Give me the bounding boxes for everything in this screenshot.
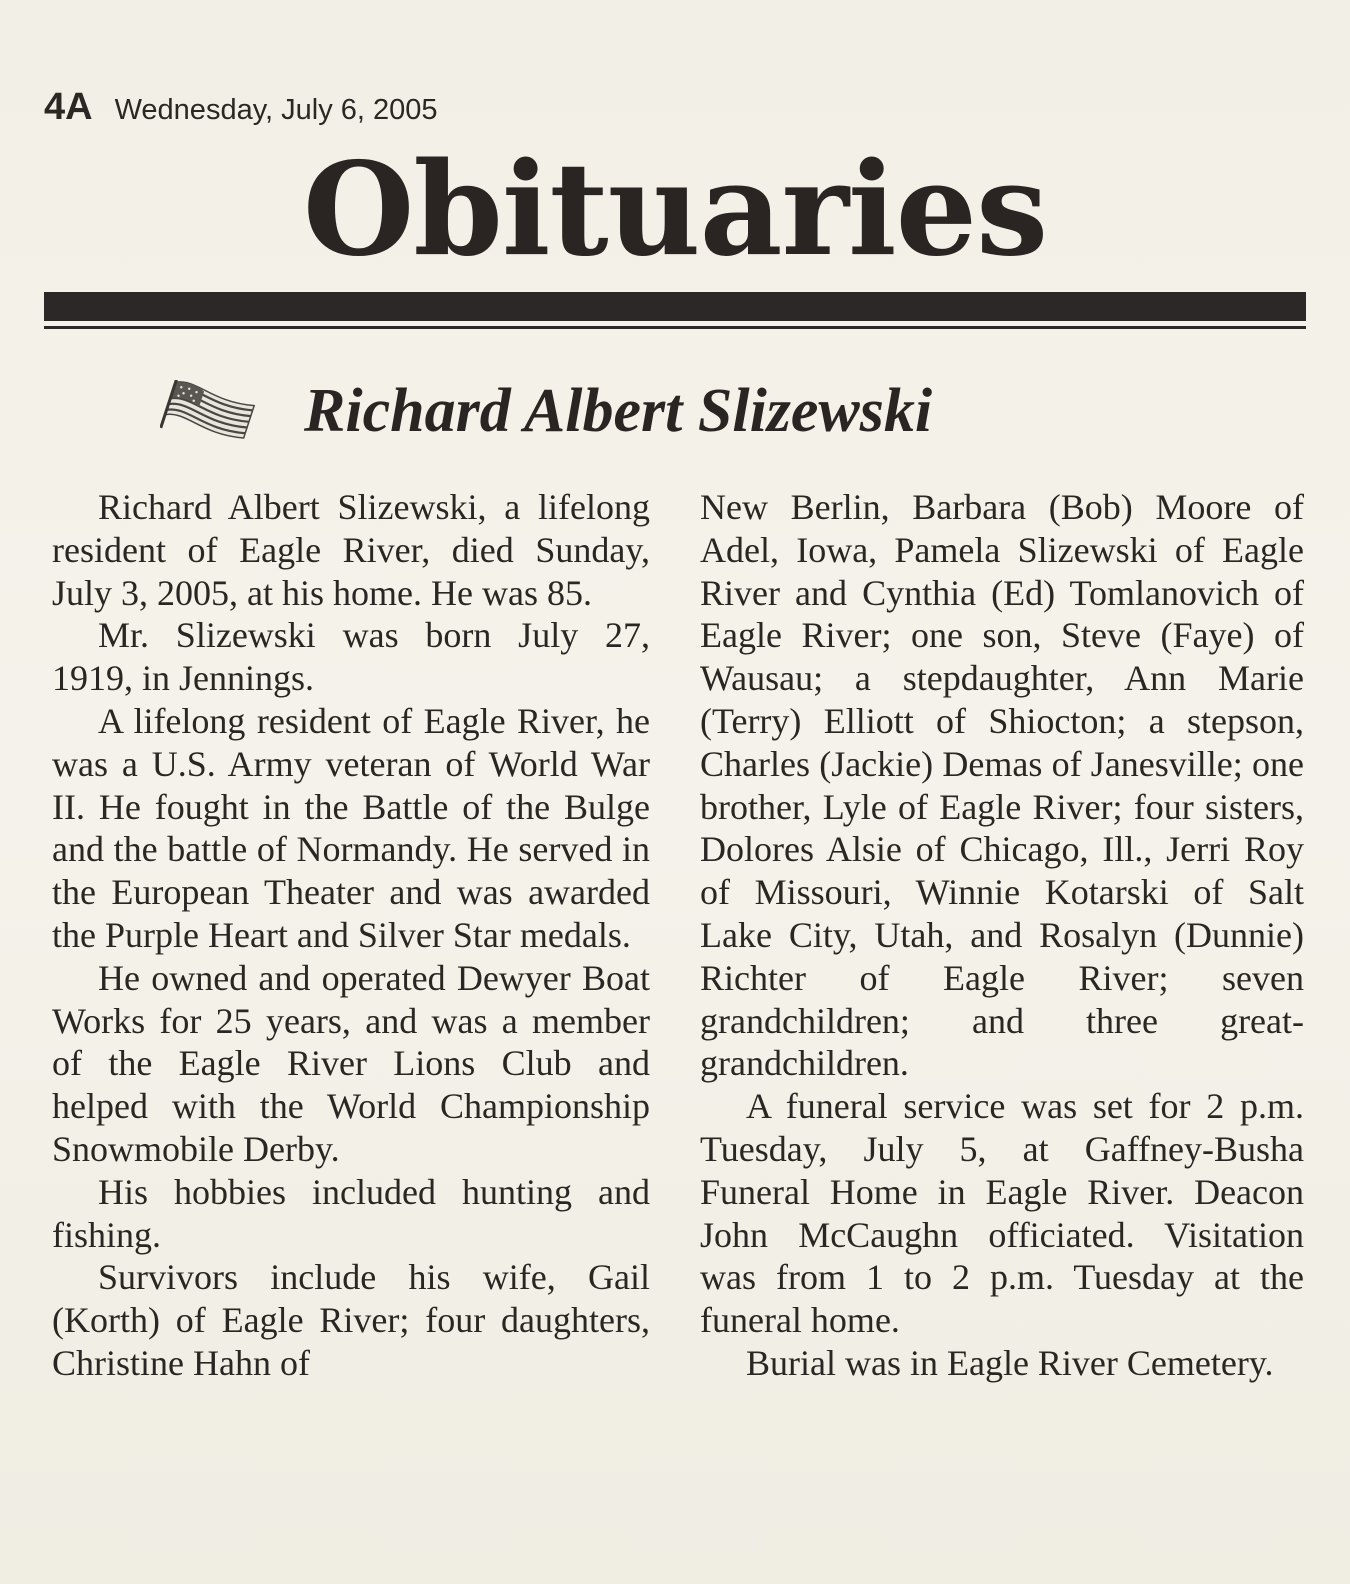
obituary-column-right	[700, 486, 1304, 1385]
obituary-paragraph: A funeral service was set for 2 p.m. Tuesday, July 5, at Gaffney-Busha Funeral Home in Eagle River. Deacon John McCaughn officiated. Visitation was from 1 to 2 p.m. Tuesday at the funeral home.	[700, 1086, 1304, 1341]
obituary-column-left	[52, 486, 650, 1385]
page-number: 4A	[44, 86, 93, 128]
obituary-headline	[160, 376, 932, 447]
header-rule-thick	[44, 292, 1306, 321]
section-title: Obituaries	[302, 135, 1048, 285]
header-rule-thin	[44, 326, 1306, 329]
obituary-paragraph: Richard Albert Slizewski, a lifelong resident of Eagle River, died Sunday, July 3, 2005, at his home. He was 85.	[52, 487, 650, 613]
obituary-paragraph: Mr. Slizewski was born July 27, 1919, in Jennings.	[52, 615, 650, 699]
obituary-paragraph: A lifelong resident of Eagle River, he was a U.S. Army veteran of World War II. He fought in the Battle of the Bulge and the battle of Normandy. He served in the European Theater and was awarded the Purple Heart and Silver Star medals.	[52, 700, 650, 955]
american-flag-icon	[160, 380, 258, 444]
obituary-paragraph: Burial was in Eagle River Cemetery.	[746, 1342, 1274, 1383]
obituary-paragraph-continued: New Berlin, Barbara (Bob) Moore of Adel, Iowa, Pamela Slizewski of Eagle River and Cynthia (Ed) Tomlanovich of Eagle River; one son, Steve (Faye) of Wausau; a stepdaughter, Ann Marie (Terry) Elliott of Shiocton; a stepson, Charles (Jackie) Demas of Janesville; one brother, Lyle of Eagle River; four sisters, Dolores Alsie of Chicago, Ill., Jerri Roy of Missouri, Winnie Kotarski of Salt Lake City, Utah, and Rosalyn (Dunnie) Richter of Eagle River; seven grandchildren; and three great-grandchildren.	[700, 487, 1304, 1084]
page-folio	[44, 86, 438, 129]
publication-date: Wednesday, July 6, 2005	[114, 94, 438, 126]
obituary-paragraph: His hobbies included hunting and fishing.	[52, 1171, 650, 1255]
obituary-paragraph: Survivors include his wife, Gail (Korth) of Eagle River; four daughters, Christine Hahn of	[52, 1257, 650, 1383]
obituary-paragraph: He owned and operated Dewyer Boat Works for 25 years, and was a member of the Eagle River Lions Club and helped with the World Championship Snowmobile Derby.	[52, 957, 650, 1169]
deceased-name: Richard Albert Slizewski	[304, 377, 933, 445]
